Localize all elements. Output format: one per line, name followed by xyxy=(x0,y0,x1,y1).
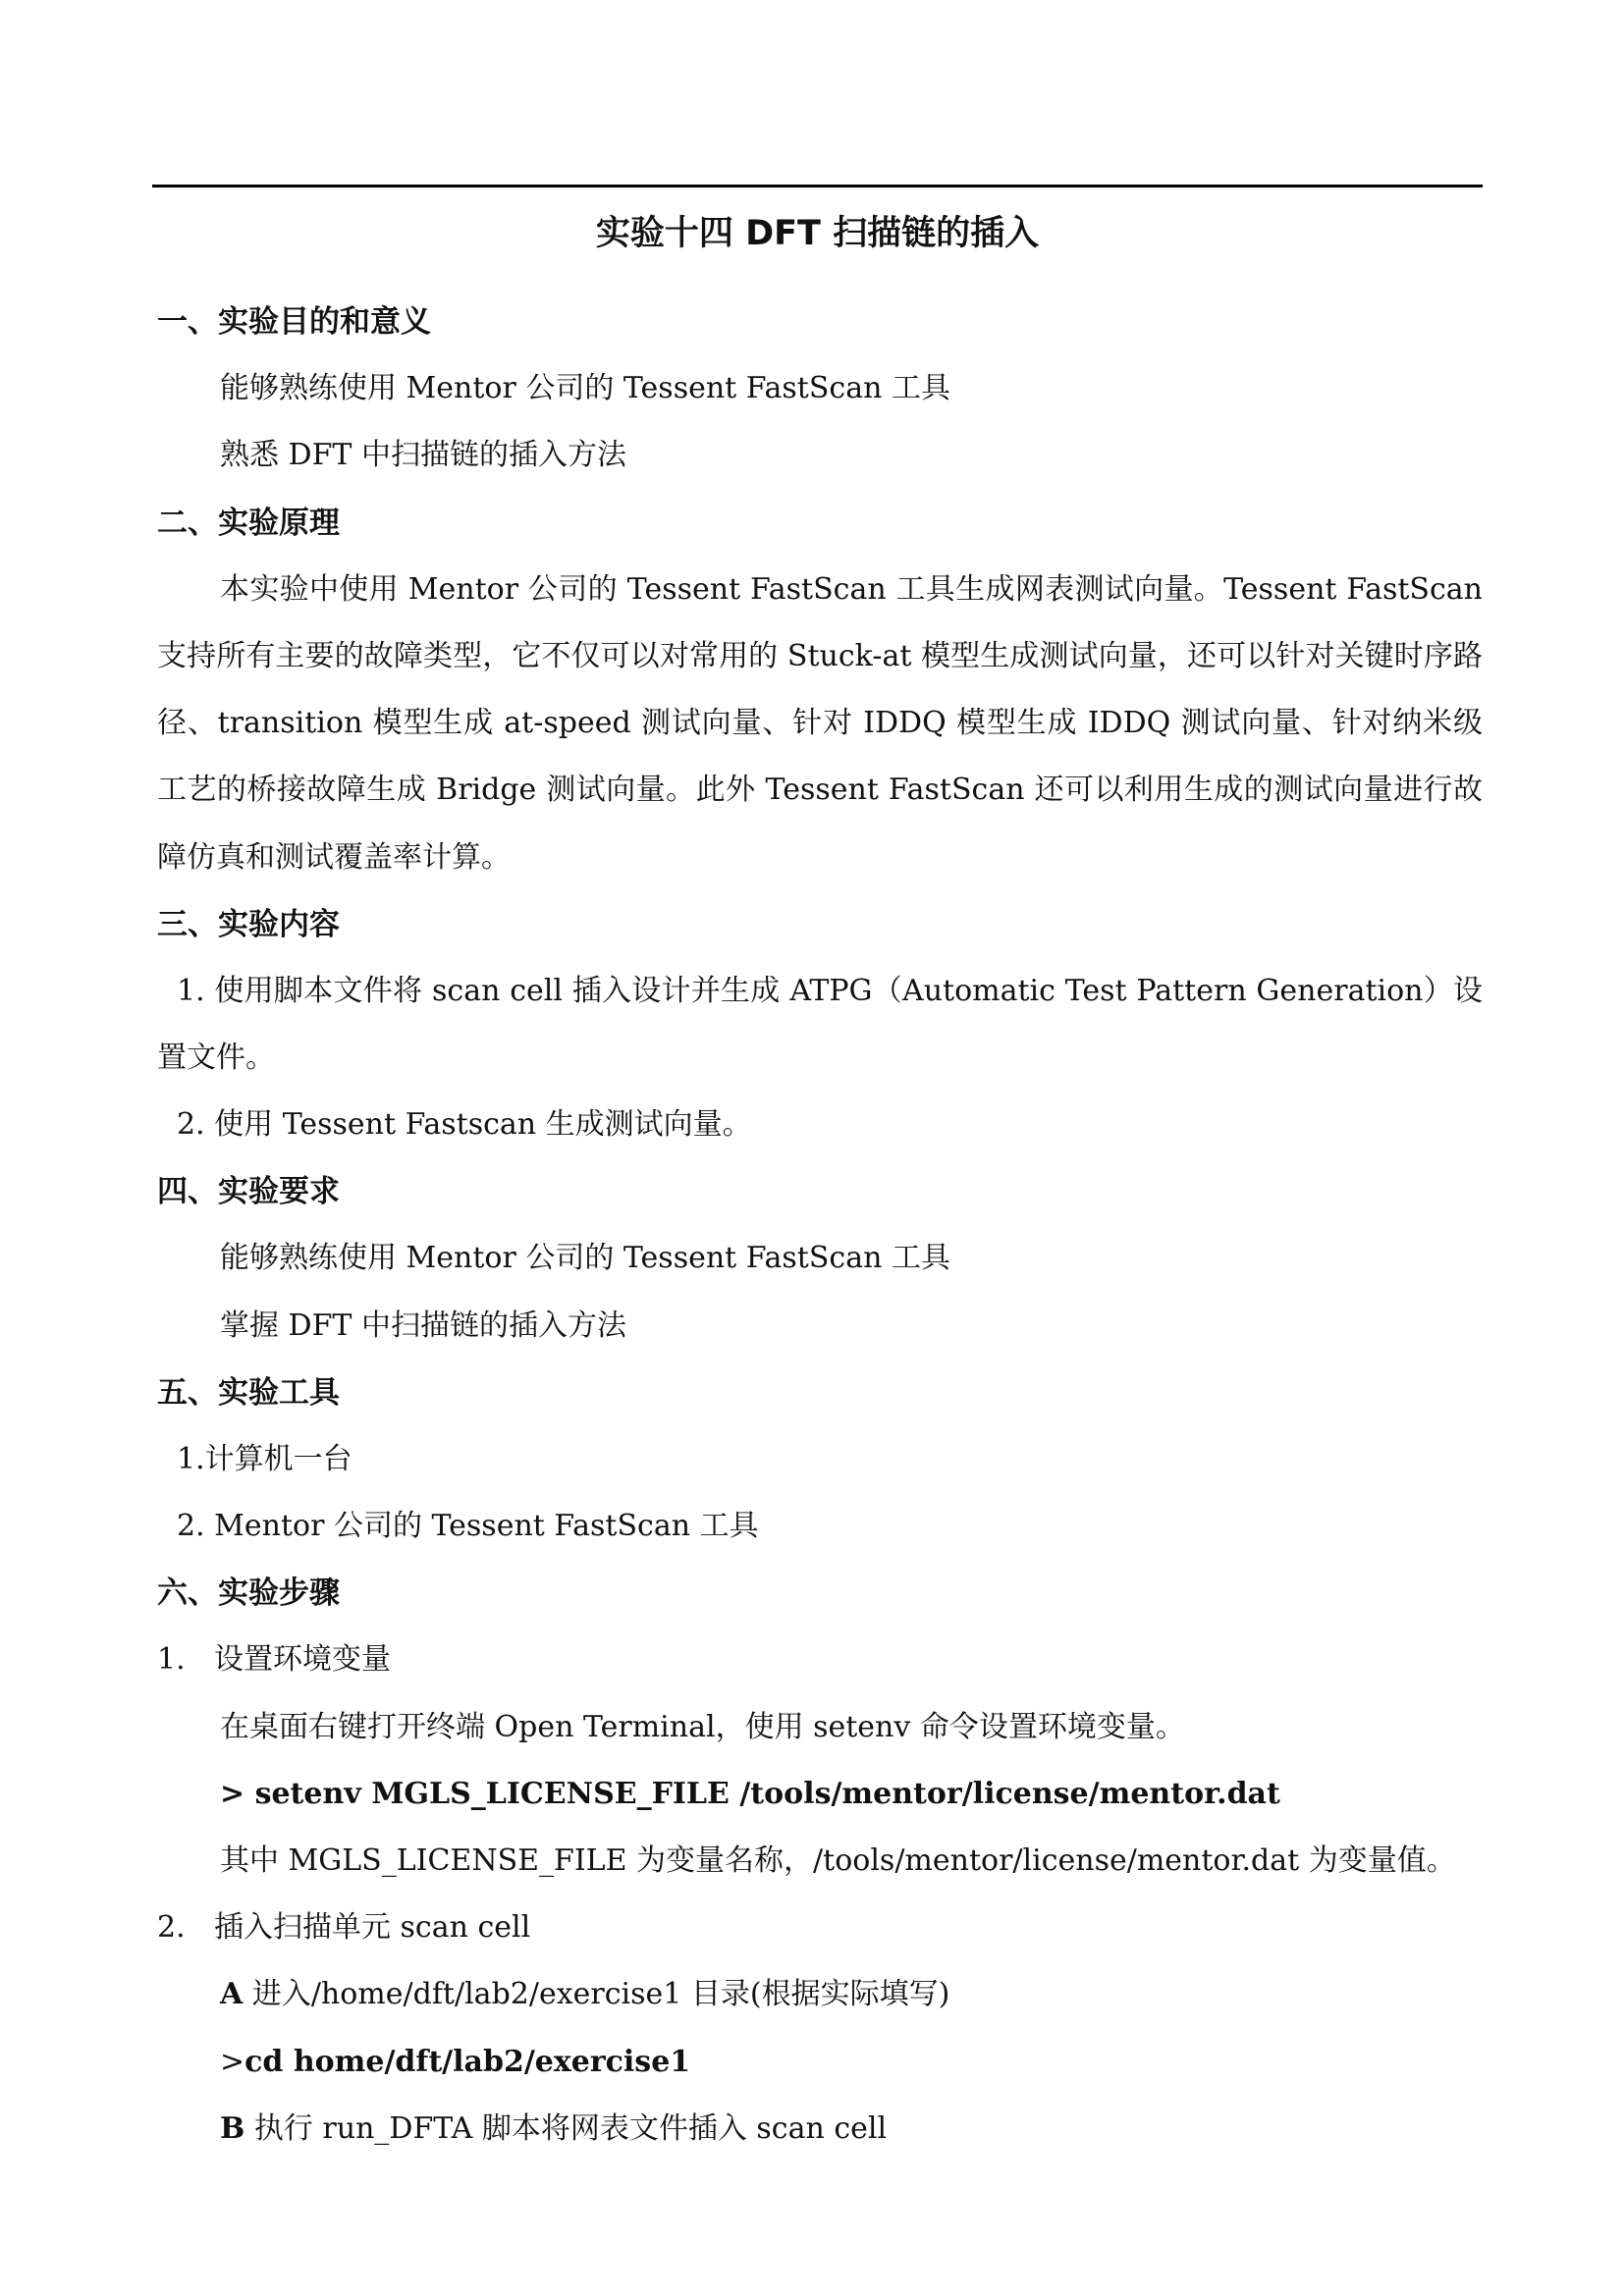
purpose-item: 熟悉 DFT 中扫描链的插入方法 xyxy=(220,438,626,473)
header-rule xyxy=(152,185,1483,187)
content-item: 1. 使用脚本文件将 scan cell 插入设计并生成 ATPG（Automatic Test Pattern Generation）设置文件。 xyxy=(157,973,1483,1076)
substep-text: 执行 run_DFTA 脚本将网表文件插入 scan cell xyxy=(244,2110,888,2146)
step-label: 插入扫描单元 scan cell xyxy=(214,1910,531,1946)
tool-item: 2. Mentor 公司的 Tessent FastScan 工具 xyxy=(177,1509,759,1544)
substep-letter: A xyxy=(220,1977,244,2012)
step-note: 其中 MGLS_LICENSE_FILE 为变量名称，/tools/mentor/license/mentor.dat 为变量值。 xyxy=(220,1843,1456,1878)
command-prompt: > xyxy=(220,2044,245,2079)
content-item: 2. 使用 Tessent Fastscan 生成测试向量。 xyxy=(177,1106,752,1142)
step-number: 2. xyxy=(157,1910,186,1946)
document-body xyxy=(157,289,1483,2163)
step-heading xyxy=(157,1895,1483,1961)
purpose-item: 能够熟练使用 Mentor 公司的 Tessent FastScan 工具 xyxy=(220,371,950,406)
requirement-item: 掌握 DFT 中扫描链的插入方法 xyxy=(220,1308,626,1343)
substep-letter: B xyxy=(220,2110,245,2146)
section-heading-requirements: 四、实验要求 xyxy=(157,1174,340,1210)
substep-b xyxy=(157,2096,1483,2163)
section-heading-principle: 二、实验原理 xyxy=(157,505,340,541)
section-heading-tools: 五、实验工具 xyxy=(157,1374,340,1411)
command-text: cd home/dft/lab2/exercise1 xyxy=(244,2044,691,2079)
step-heading xyxy=(157,1627,1483,1693)
step-label: 设置环境变量 xyxy=(214,1642,391,1678)
requirement-item: 能够熟练使用 Mentor 公司的 Tessent FastScan 工具 xyxy=(220,1241,950,1276)
command-line xyxy=(157,2029,1483,2096)
section-heading-steps: 六、实验步骤 xyxy=(157,1575,340,1612)
command-line: > setenv MGLS_LICENSE_FILE /tools/mentor/license/mentor.dat xyxy=(220,1776,1280,1811)
page-title: 实验十四 DFT 扫描链的插入 xyxy=(595,214,1040,253)
principle-paragraph: 本实验中使用 Mentor 公司的 Tessent FastScan 工具生成网表测试向量。Tessent FastScan 支持所有主要的故障类型，它不仅可以对常用的 Stuck-at 模型生成测试向量，还可以针对关键时序路径、transition 模型生成 at-speed 测试向量、针对 IDDQ 模型生成 IDDQ 测试向量、针对纳米级工艺的桥接故障生成 Bridge 测试向量。此外 Tessent FastScan 还可以利用生成的测试向量进行故障仿真和测试覆盖率计算。 xyxy=(157,571,1483,875)
section-heading-content: 三、实验内容 xyxy=(157,906,340,942)
substep-a xyxy=(157,1961,1483,2028)
step-number: 1. xyxy=(157,1642,186,1678)
substep-text: 进入/home/dft/lab2/exercise1 目录(根据实际填写) xyxy=(243,1977,950,2012)
step-description: 在桌面右键打开终端 Open Terminal，使用 setenv 命令设置环境变量。 xyxy=(220,1709,1185,1744)
tool-item: 1.计算机一台 xyxy=(177,1441,352,1476)
section-heading-purpose: 一、实验目的和意义 xyxy=(157,304,431,340)
